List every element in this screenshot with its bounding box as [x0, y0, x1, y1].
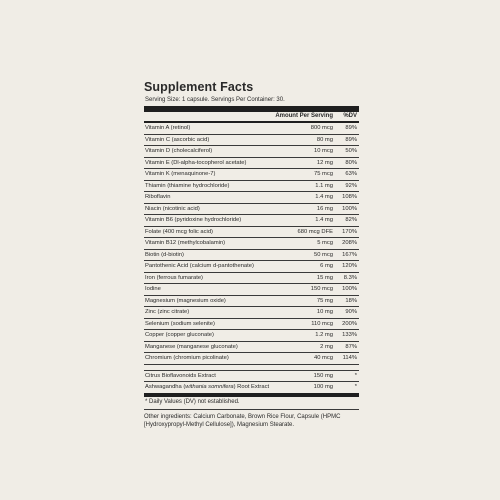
nutrient-amount: 40 mcg — [313, 355, 333, 361]
nutrient-name: Vitamin K (menaquinone-7) — [145, 171, 216, 177]
dv-footnote: * Daily Values (DV) not established. — [145, 398, 240, 405]
footnote-rule — [144, 409, 359, 410]
extra-name: Citrus Bioflavonoids Extract — [145, 372, 216, 379]
extra-amount: 100 mg — [313, 384, 333, 390]
table-row — [144, 273, 359, 285]
nutrient-name: Copper (copper gluconate) — [145, 332, 214, 338]
table-row — [144, 261, 359, 273]
panel-title: Supplement Facts — [144, 80, 254, 94]
extra-name — [144, 382, 277, 393]
nutrient-amount: 680 mcg DFE — [297, 228, 333, 235]
nutrient-amount: 10 mg — [316, 309, 333, 315]
nutrient-name: Folate (400 mcg folic acid) — [145, 228, 213, 235]
nutrient-dv: 87% — [345, 343, 357, 350]
nutrient-amount: 80 mg — [316, 136, 333, 143]
nutrient-list — [141, 123, 359, 365]
table-row — [144, 158, 359, 170]
nutrient-dv: 200% — [342, 320, 357, 327]
nutrient-name: Biotin (d-biotin) — [145, 251, 184, 258]
extra-amount: 150 mg — [313, 372, 333, 379]
nutrient-name: Chromium (chromium picolinate) — [145, 355, 229, 361]
nutrient-amount: 800 mcg — [310, 125, 333, 131]
column-header — [144, 112, 359, 123]
extra-dv: * — [354, 372, 357, 379]
nutrient-name: Vitamin C (ascorbic acid) — [145, 136, 210, 143]
nutrient-dv: 8.3% — [343, 274, 357, 281]
nutrient-name: Selenium (sodium selenite) — [145, 320, 215, 327]
table-row — [144, 192, 359, 204]
nutrient-name: Vitamin B12 (methylcobalamin) — [145, 240, 226, 246]
table-row — [144, 204, 359, 216]
serving-info: Serving Size: 1 capsule. Servings Per Container: 30. — [145, 97, 285, 103]
table-row — [144, 342, 359, 354]
nutrient-dv: 120% — [342, 263, 357, 269]
header-spacer — [144, 112, 223, 121]
extra-dv: * — [354, 384, 357, 390]
nutrient-name: Iron (ferrous fumarate) — [145, 274, 203, 281]
nutrient-amount: 1.1 mg — [315, 182, 333, 189]
nutrient-amount: 150 mcg — [310, 286, 333, 292]
nutrient-dv: 170% — [342, 228, 357, 235]
table-row-extra — [144, 382, 359, 393]
nutrient-dv: 63% — [345, 171, 357, 177]
nutrient-dv: 108% — [342, 194, 357, 200]
table-row — [144, 319, 359, 331]
table-row — [144, 169, 359, 181]
table-row — [144, 250, 359, 262]
nutrient-dv: 89% — [345, 125, 357, 131]
nutrient-amount: 110 mcg — [311, 320, 333, 327]
table-row — [144, 227, 359, 239]
nutrient-name: Vitamin D (cholecalciferol) — [145, 148, 213, 154]
header-dv: %DV — [343, 113, 357, 119]
table-row — [144, 123, 359, 135]
nutrient-dv: 80% — [345, 159, 357, 166]
nutrient-dv: 18% — [345, 297, 357, 304]
supplement-facts-panel — [141, 80, 359, 430]
table-row — [144, 284, 359, 296]
extra-name-pre: Ashwagandha ( — [145, 384, 186, 390]
nutrient-amount: 75 mg — [316, 297, 333, 304]
nutrient-name: Riboflavin — [145, 194, 171, 200]
bottom-rule — [144, 393, 359, 397]
nutrient-amount: 16 mg — [316, 205, 333, 212]
table-row — [144, 238, 359, 250]
extra-name-post: ) Root Extract — [233, 384, 270, 390]
nutrient-name: Thiamin (thiamine hydrochloride) — [145, 182, 230, 189]
table-row — [144, 181, 359, 193]
nutrient-amount: 6 mg — [320, 263, 333, 269]
nutrient-name: Niacin (nicotinic acid) — [145, 205, 200, 212]
nutrient-dv: 92% — [345, 182, 357, 189]
table-row — [144, 330, 359, 342]
table-row — [144, 307, 359, 319]
table-row — [144, 135, 359, 147]
nutrient-dv: 100% — [342, 286, 357, 292]
nutrient-name: Iodine — [145, 286, 161, 292]
nutrient-amount: 15 mg — [316, 274, 333, 281]
extra-name-latin: withania somnifera — [185, 384, 234, 390]
nutrient-amount: 1.2 mg — [315, 332, 333, 338]
nutrient-name: Vitamin A (retinol) — [145, 125, 191, 131]
nutrient-name: Vitamin B6 (pyridoxine hydrochloride) — [145, 217, 242, 223]
nutrient-amount: 75 mcg — [313, 171, 333, 177]
table-row — [144, 296, 359, 308]
table-row-extra — [144, 371, 359, 383]
nutrient-amount: 12 mg — [316, 159, 333, 166]
nutrient-name: Vitamin E (Dl-alpha-tocopherol acetate) — [145, 159, 247, 166]
table-row — [144, 146, 359, 158]
nutrient-dv: 114% — [342, 355, 357, 361]
nutrient-dv: 50% — [345, 148, 357, 154]
nutrient-amount: 10 mcg — [313, 148, 333, 154]
nutrient-dv: 89% — [345, 136, 357, 143]
nutrient-dv: 208% — [342, 240, 357, 246]
header-amount: Amount Per Serving — [275, 113, 333, 119]
nutrient-amount: 2 mg — [320, 343, 333, 350]
table-row — [144, 353, 359, 365]
nutrient-name: Pantothenic Acid (calcium d-pantothenate) — [145, 263, 254, 269]
nutrient-dv: 82% — [345, 217, 357, 223]
nutrient-dv: 100% — [342, 205, 357, 212]
nutrient-name: Magnesium (magnesium oxide) — [145, 297, 226, 304]
nutrient-amount: 1.4 mg — [315, 194, 333, 200]
nutrient-dv: 167% — [342, 251, 357, 258]
nutrient-dv: 133% — [342, 332, 357, 338]
nutrient-amount: 50 mcg — [313, 251, 333, 258]
nutrient-dv: 90% — [345, 309, 357, 315]
nutrient-name: Manganese (manganese gluconate) — [145, 343, 238, 350]
nutrient-name: Zinc (zinc citrate) — [145, 309, 190, 315]
table-row — [144, 215, 359, 227]
nutrient-amount: 1.4 mg — [315, 217, 333, 223]
nutrient-amount: 5 mcg — [317, 240, 333, 246]
other-ingredients: Other ingredients: Calcium Carbonate, Brown Rice Flour, Capsule (HPMC [Hydroxypropyl-Methyl Cellulose]), Magnesium Stearate. — [144, 413, 341, 428]
